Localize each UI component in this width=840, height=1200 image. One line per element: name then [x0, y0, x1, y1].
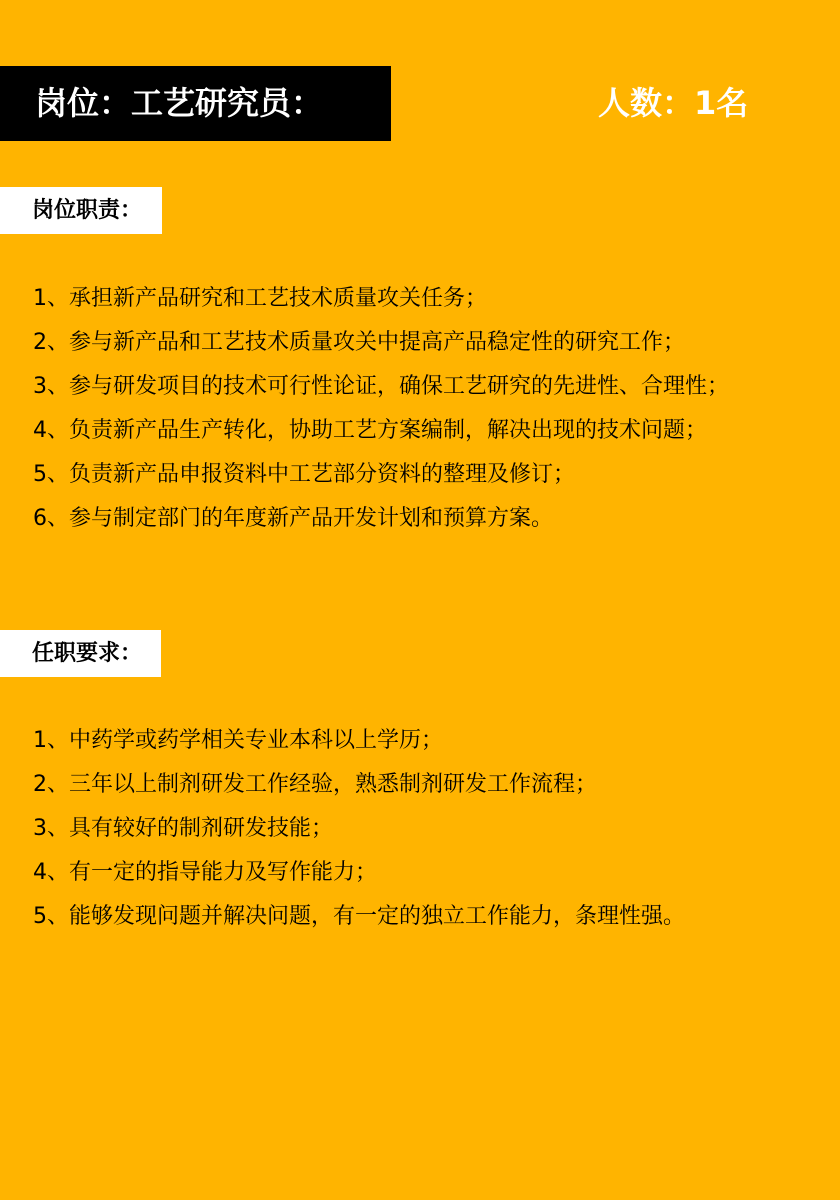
list-item: 2、三年以上制剂研发工作经验，熟悉制剂研发工作流程； [33, 772, 597, 797]
list-item: 6、参与制定部门的年度新产品开发计划和预算方案。 [33, 506, 553, 531]
list-item: 1、中药学或药学相关专业本科以上学历； [33, 728, 443, 753]
headcount-label: 人数：1名 [598, 84, 749, 122]
list-item: 5、能够发现问题并解决问题，有一定的独立工作能力，条理性强。 [33, 904, 685, 929]
requirements-list [33, 719, 685, 939]
list-item: 4、有一定的指导能力及写作能力； [33, 860, 377, 885]
duties-list [33, 277, 729, 541]
list-item: 3、具有较好的制剂研发技能； [33, 816, 333, 841]
list-item: 2、参与新产品和工艺技术质量攻关中提高产品稳定性的研究工作； [33, 330, 685, 355]
duties-section-label: 岗位职责： [0, 187, 162, 234]
list-item: 1、承担新产品研究和工艺技术质量攻关任务； [33, 286, 487, 311]
list-item: 3、参与研发项目的技术可行性论证，确保工艺研究的先进性、合理性； [33, 374, 729, 399]
list-item: 5、负责新产品申报资料中工艺部分资料的整理及修订； [33, 462, 575, 487]
list-item: 4、负责新产品生产转化，协助工艺方案编制，解决出现的技术问题； [33, 418, 707, 443]
position-title: 岗位：工艺研究员： [35, 84, 324, 122]
requirements-section-label: 任职要求： [0, 630, 161, 677]
position-title-bar [0, 66, 391, 141]
